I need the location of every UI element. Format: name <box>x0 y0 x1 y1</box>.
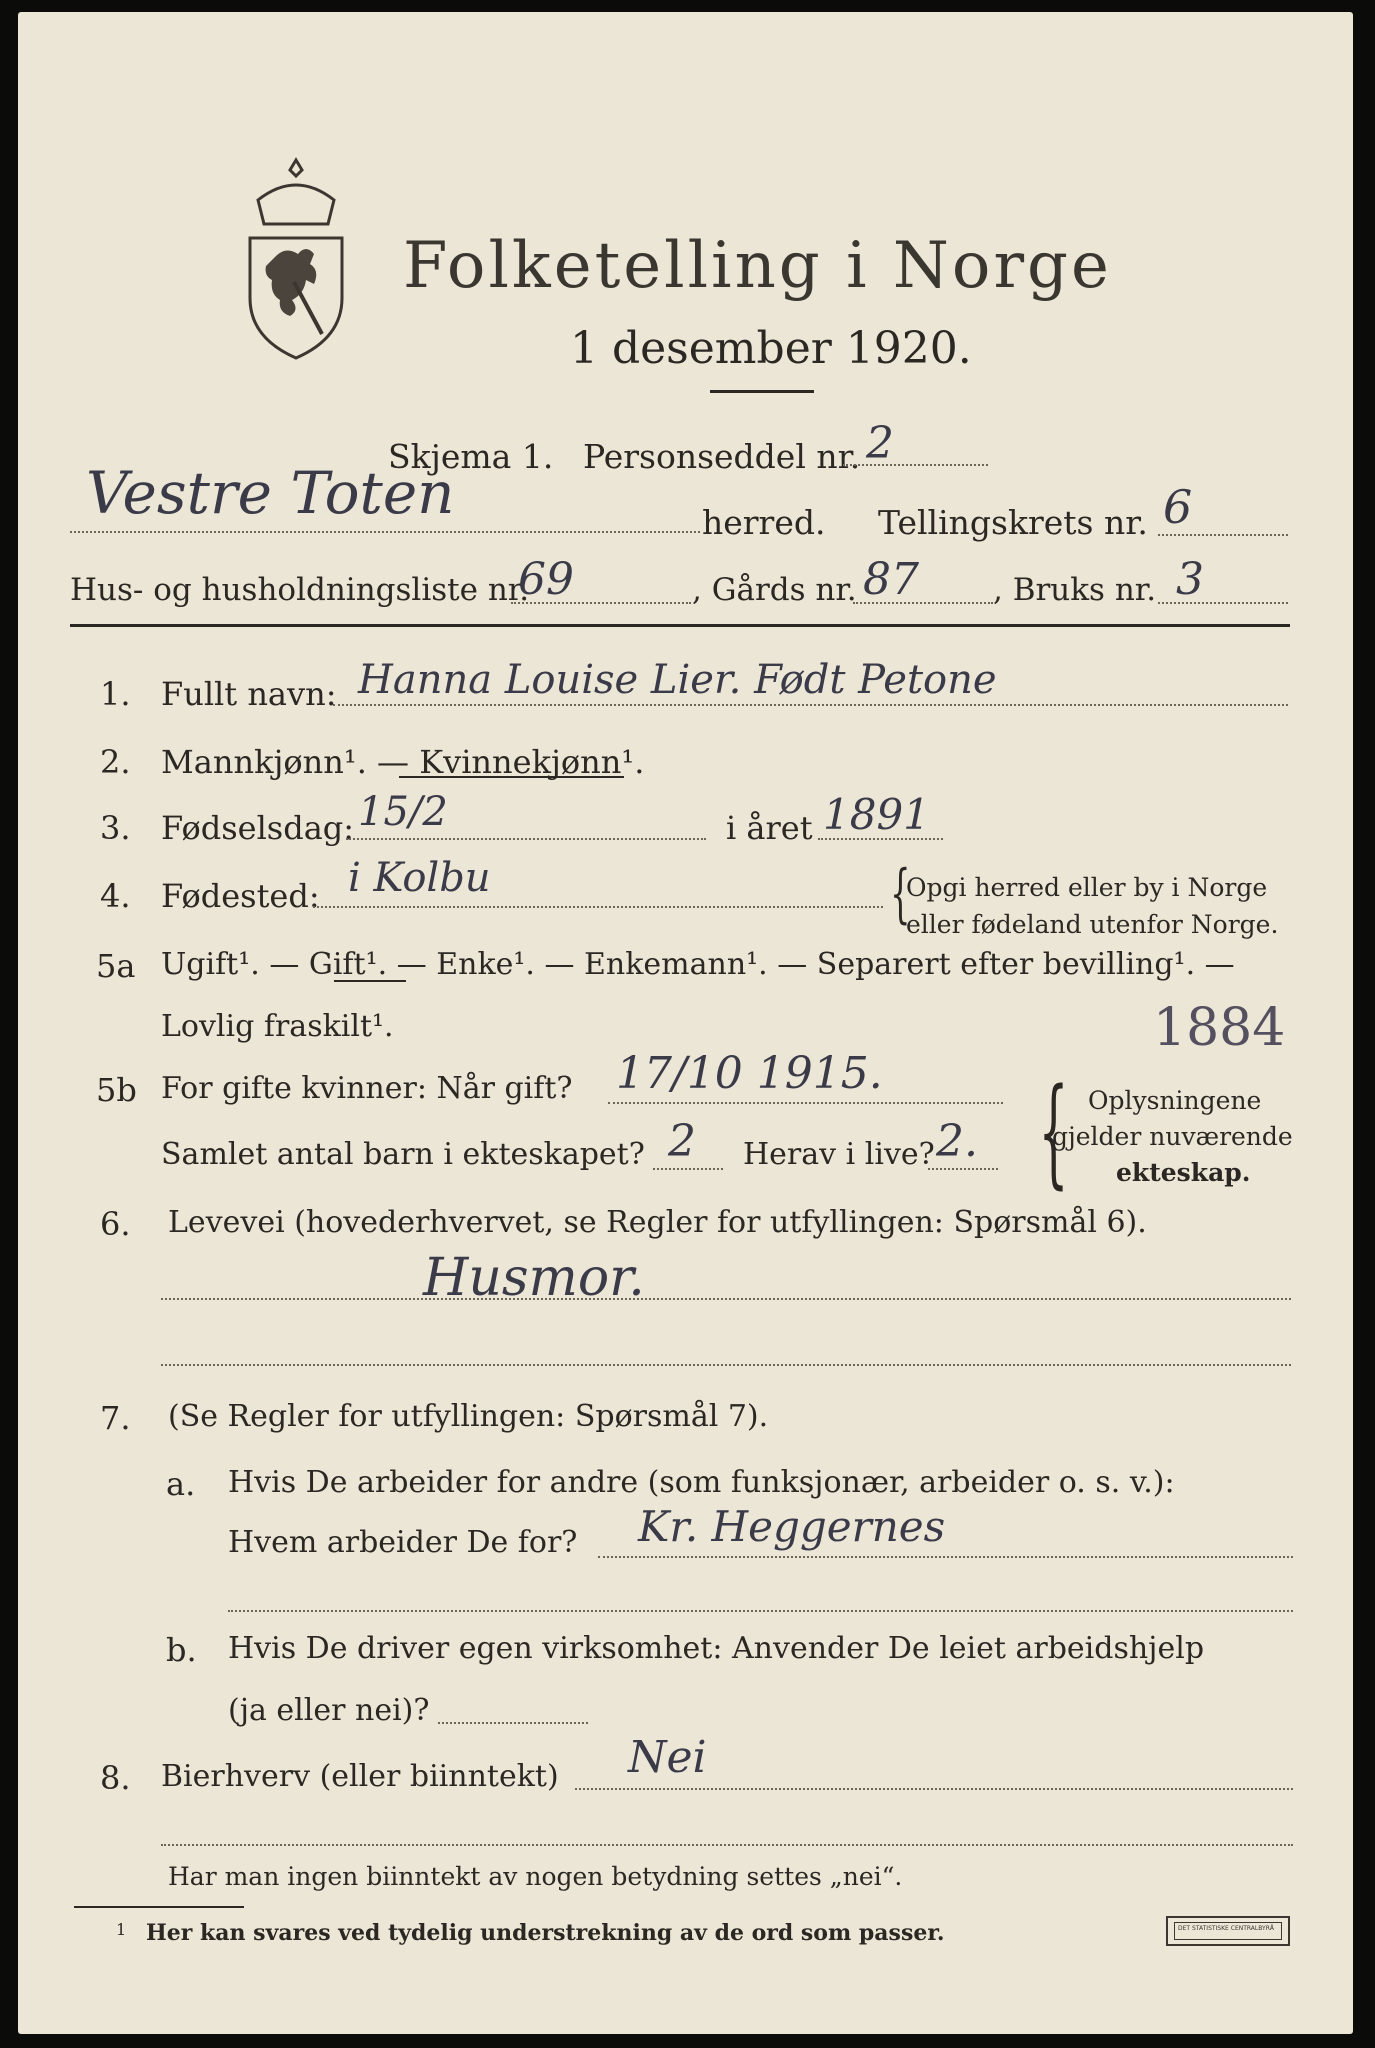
q1-number: 1. <box>100 675 131 713</box>
q5b-note-2: gjelder nuværende <box>1052 1122 1293 1151</box>
bruks-value: 3 <box>1176 554 1204 605</box>
section-divider <box>70 624 1290 627</box>
q7b-letter: b. <box>166 1631 197 1669</box>
tellingskrets-line <box>1158 534 1288 536</box>
q1-line <box>333 704 1288 706</box>
q6-number: 6. <box>100 1205 131 1243</box>
q8-label: Bierhverv (eller biinntekt) <box>161 1759 559 1794</box>
census-form <box>18 12 1353 2034</box>
personseddel-value: 2 <box>866 418 894 469</box>
herred-line <box>70 531 700 533</box>
q7a-line <box>598 1556 1293 1558</box>
q3-year-value: 1891 <box>823 790 930 839</box>
q8-extra-line <box>161 1844 1293 1846</box>
coat-of-arms-icon <box>236 152 356 364</box>
personseddel-label: Personseddel nr. <box>583 437 861 476</box>
header-rule <box>710 390 814 393</box>
q5b-note-3: ekteskap. <box>1116 1158 1251 1187</box>
footnote-text: Her kan svares ved tydelig understrekning av de ord som passer. <box>146 1920 945 1946</box>
q5b-barn-label: Samlet antal barn i ekteskapet? <box>161 1137 645 1172</box>
q7a-line-1: Hvis De arbeider for andre (som funksjonær, arbeider o. s. v.): <box>228 1465 1175 1500</box>
q1-value: Hanna Louise Lier. Født Petone <box>358 657 997 703</box>
q5a-number: 5a <box>96 947 136 985</box>
q5b-line <box>608 1102 1003 1104</box>
q3-year-label: i året <box>726 809 813 847</box>
q5b-note-1: Oplysningene <box>1088 1086 1262 1115</box>
q1-label: Fullt navn: <box>161 675 337 713</box>
q5b-number: 5b <box>96 1071 137 1109</box>
footnote-number: 1 <box>116 1920 127 1939</box>
q3-label: Fødselsdag: <box>161 809 355 847</box>
q5a-line-2: Lovlig fraskilt¹. <box>161 1009 394 1044</box>
q4-number: 4. <box>100 877 131 915</box>
gards-value: 87 <box>863 554 919 605</box>
q6-label: Levevei (hovederhvervet, se Regler for utfyllingen: Spørsmål 6). <box>168 1205 1147 1240</box>
q5b-barn-line <box>653 1168 723 1170</box>
q2-number: 2. <box>100 743 131 781</box>
q3-day-line <box>346 838 706 840</box>
q5a-margin-note: 1884 <box>1153 998 1286 1058</box>
q4-line <box>313 906 883 908</box>
q2-kvinnekjonn-underline <box>399 776 624 778</box>
q5a-line-1: Ugift¹. — Gift¹. — Enke¹. — Enkemann¹. — Separert efter bevilling¹. — <box>161 947 1235 982</box>
q7b-line-1: Hvis De driver egen virksomhet: Anvender De leiet arbeidshjelp <box>228 1631 1205 1666</box>
q5b-live-value: 2. <box>936 1116 978 1167</box>
q6-line-2 <box>161 1364 1291 1366</box>
q4-label: Fødested: <box>161 877 320 915</box>
personseddel-line <box>843 464 988 466</box>
q4-note-1: Opgi herred eller by i Norge <box>906 873 1268 902</box>
herred-label: herred. <box>702 503 826 542</box>
q7a-extra-line <box>228 1610 1293 1612</box>
q5b-brace: { <box>1038 1062 1069 1200</box>
q7b-line <box>438 1722 588 1724</box>
q7a-letter: a. <box>166 1465 196 1503</box>
q5b-label: For gifte kvinner: Når gift? <box>161 1071 573 1106</box>
skjema-label: Skjema 1. <box>388 437 554 476</box>
q3-value: 15/2 <box>358 789 448 835</box>
q2-label: Mannkjønn¹. — Kvinnekjønn¹. <box>161 743 645 781</box>
q4-note-2: eller fødeland utenfor Norge. <box>906 910 1279 939</box>
tellingskrets-label: Tellingskrets nr. <box>878 503 1148 542</box>
herred-value: Vestre Toten <box>86 459 455 527</box>
gards-label: , Gårds nr. <box>692 572 857 608</box>
footnote-rule <box>74 1906 244 1908</box>
q7-label: (Se Regler for utfyllingen: Spørsmål 7). <box>168 1399 769 1434</box>
q5a-gift-underline <box>334 980 406 982</box>
statistics-bureau-stamp <box>1166 1916 1290 1946</box>
q4-brace: { <box>890 857 911 931</box>
q3-number: 3. <box>100 809 131 847</box>
q7b-line-2: (ja eller nei)? <box>228 1693 430 1728</box>
q8-number: 8. <box>100 1759 131 1797</box>
form-title: Folketelling i Norge <box>403 229 1112 303</box>
q4-value: i Kolbu <box>348 855 491 901</box>
q6-value: Husmor. <box>423 1248 645 1308</box>
bruks-label: , Bruks nr. <box>993 572 1157 608</box>
q5b-live-line <box>928 1168 998 1170</box>
q6-line-1 <box>161 1298 1291 1300</box>
q7-number: 7. <box>100 1399 131 1437</box>
q7a-value: Kr. Heggernes <box>638 1502 946 1551</box>
nei-note: Har man ingen biinntekt av nogen betydning settes „nei“. <box>168 1862 903 1891</box>
q5b-live-label: Herav i live? <box>743 1137 935 1172</box>
census-date: 1 desember 1920. <box>570 323 972 374</box>
hus-label: Hus- og husholdningsliste nr. <box>70 572 530 608</box>
stamp-text: DET STATISTISKE CENTRALBYRÅ <box>1178 1925 1274 1932</box>
q7a-line-2: Hvem arbeider De for? <box>228 1525 578 1560</box>
hus-value: 69 <box>518 554 574 605</box>
tellingskrets-value: 6 <box>1163 480 1193 534</box>
q8-line <box>575 1788 1293 1790</box>
q8-value: Nei <box>628 1732 707 1783</box>
q5b-value: 17/10 1915. <box>616 1048 883 1099</box>
q5b-barn-value: 2 <box>668 1116 696 1167</box>
